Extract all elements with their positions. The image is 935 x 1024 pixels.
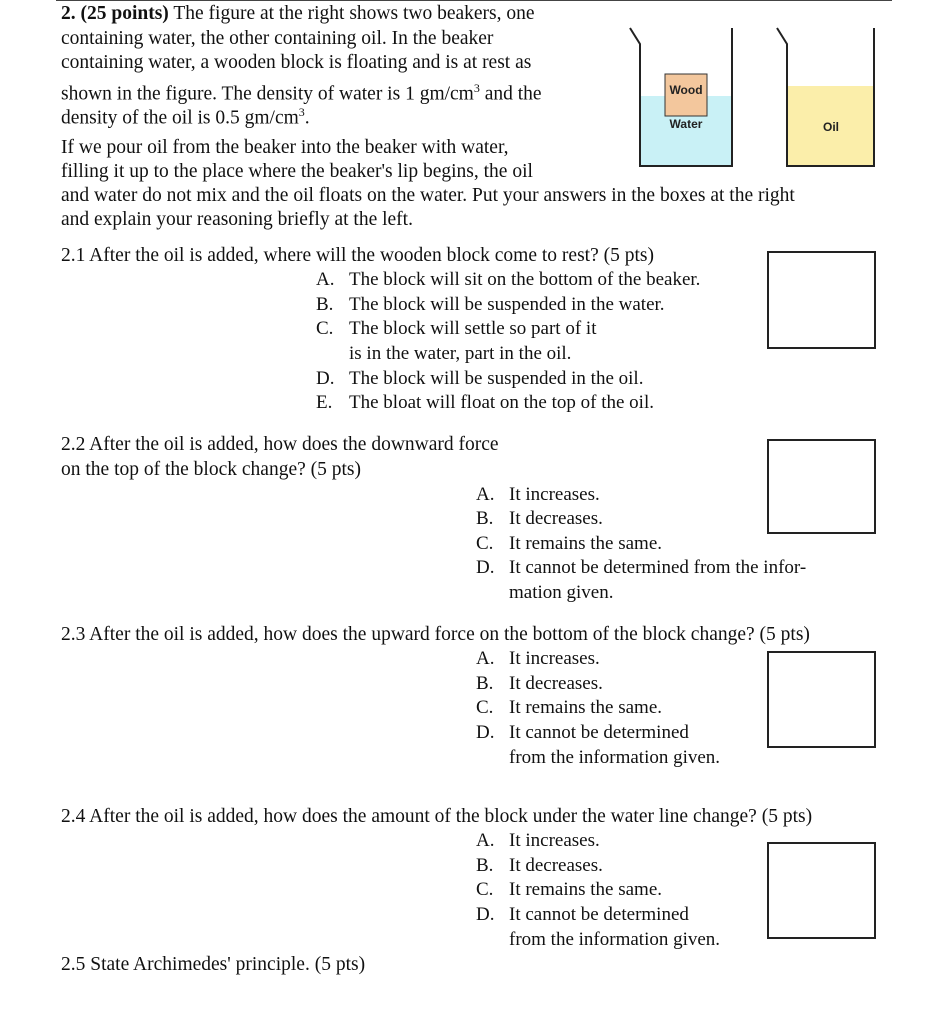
option-letter: C.: [476, 879, 494, 900]
option-letter: B.: [476, 855, 494, 876]
option-text: It decreases.: [509, 855, 603, 876]
option-letter: C.: [476, 697, 494, 718]
intro-line-1: [61, 2, 535, 27]
q21-option-e: [316, 391, 654, 416]
option-letter: B.: [316, 294, 334, 315]
option-text: It remains the same.: [509, 697, 663, 718]
option-letter: A.: [316, 269, 335, 290]
q21-answer-box[interactable]: [767, 251, 876, 349]
option-letter: D.: [316, 368, 335, 389]
intro-line-2: containing water, the other containing oil. In the beaker: [61, 28, 494, 49]
option-letter: A.: [476, 648, 495, 669]
q24-option-c: [476, 878, 662, 903]
q23-option-d: [476, 721, 720, 770]
option-text: The block will sit on the bottom of the beaker.: [349, 269, 701, 290]
q23-option-b: [476, 672, 603, 697]
problem-number: 2.: [61, 3, 76, 24]
option-text: The bloat will float on the top of the oil.: [349, 392, 654, 413]
option-text: The block will be suspended in the water.: [349, 294, 665, 315]
q23-option-c: [476, 696, 662, 721]
option-text: It decreases.: [509, 673, 603, 694]
option-text: The block will settle so part of it: [349, 318, 597, 339]
option-text-cont: from the information given.: [509, 746, 721, 768]
q21-option-d: [316, 367, 643, 392]
q23-prompt: 2.3 After the oil is added, how does the upward force on the bottom of the block change? (5 pts): [61, 624, 810, 645]
problem-points: (25 points): [80, 3, 169, 24]
q21-option-b: [316, 293, 665, 318]
q23-answer-box[interactable]: [767, 651, 876, 748]
superscript-3: 3: [473, 81, 480, 95]
oil-density-text: density of the oil is 0.5 gm/cm: [61, 107, 299, 129]
option-text-cont: mation given.: [509, 581, 614, 603]
q24-option-b: [476, 854, 603, 879]
q22-prompt-line-1: 2.2 After the oil is added, how does the downward force: [61, 434, 499, 455]
intro-line-5: [61, 100, 310, 131]
intro-line-3: containing water, a wooden block is floating and is at rest as: [61, 52, 532, 73]
option-letter: E.: [316, 392, 333, 413]
q24-option-d: [476, 903, 720, 952]
option-letter: D.: [476, 722, 495, 743]
oil-label: Oil: [822, 120, 840, 134]
option-text-cont: is in the water, part in the oil.: [349, 342, 572, 364]
option-text: It remains the same.: [509, 533, 663, 554]
q22-option-c: [476, 532, 662, 557]
q22-answer-box[interactable]: [767, 439, 876, 534]
option-text: It remains the same.: [509, 879, 663, 900]
option-text: It increases.: [509, 484, 600, 505]
q22-option-a: [476, 483, 600, 508]
q25-prompt: 2.5 State Archimedes' principle. (5 pts): [61, 954, 366, 975]
option-letter: A.: [476, 830, 495, 851]
option-text: The block will be suspended in the oil.: [349, 368, 644, 389]
para2-line-1: If we pour oil from the beaker into the beaker with water,: [61, 137, 509, 158]
option-text-cont: from the information given.: [509, 928, 721, 950]
intro-text-1: The figure at the right shows two beakers, one: [173, 3, 535, 24]
q24-option-a: [476, 829, 600, 854]
wood-label: Wood: [669, 83, 703, 97]
option-text: It increases.: [509, 830, 600, 851]
option-text: It cannot be determined from the infor-: [509, 557, 807, 578]
intro-line-4-tail: and the: [479, 83, 542, 105]
q21-option-a: [316, 268, 700, 293]
q21-prompt: 2.1 After the oil is added, where will the wooden block come to rest? (5 pts): [61, 245, 654, 266]
option-letter: B.: [476, 508, 494, 529]
option-text: It cannot be determined: [509, 722, 689, 743]
option-letter: B.: [476, 673, 494, 694]
option-letter: A.: [476, 484, 495, 505]
q22-prompt-line-2: on the top of the block change? (5 pts): [61, 459, 361, 480]
q24-answer-box[interactable]: [767, 842, 876, 939]
water-density-text: shown in the figure. The density of water is 1 gm/cm: [61, 83, 474, 105]
option-letter: D.: [476, 557, 495, 578]
q24-prompt: 2.4 After the oil is added, how does the amount of the block under the water line change? (5 pts): [61, 806, 813, 827]
para2-line-2: filling it up to the place where the beaker's lip begins, the oil: [61, 161, 533, 182]
option-text: It cannot be determined: [509, 904, 689, 925]
q23-option-a: [476, 647, 600, 672]
beakers-figure: [620, 18, 890, 174]
option-letter: C.: [476, 533, 494, 554]
option-letter: C.: [316, 318, 334, 339]
superscript-3b: 3: [298, 105, 305, 119]
option-text: It increases.: [509, 648, 600, 669]
q22-option-b: [476, 507, 603, 532]
q22-option-d: [476, 556, 806, 605]
para2-line-4: and explain your reasoning briefly at the left.: [61, 209, 413, 230]
option-letter: D.: [476, 904, 495, 925]
intro-line-5-tail: .: [304, 107, 310, 129]
q21-option-c: [316, 317, 596, 366]
para2-line-3: and water do not mix and the oil floats on the water. Put your answers in the boxes at the right: [61, 185, 795, 206]
top-rule: [56, 0, 892, 1]
option-text: It decreases.: [509, 508, 603, 529]
water-label: Water: [669, 117, 703, 131]
